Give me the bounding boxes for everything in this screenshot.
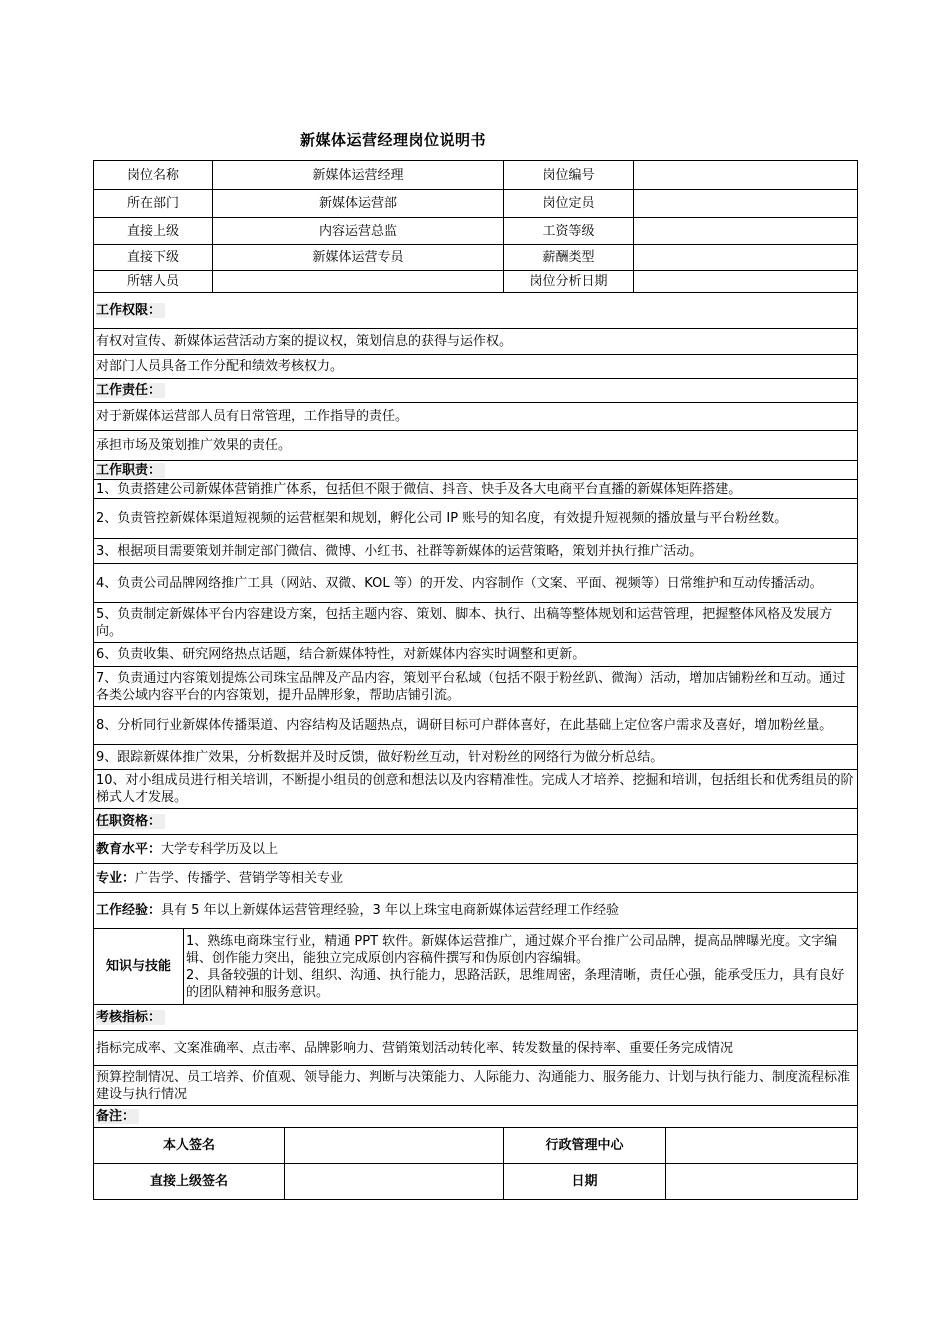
assessment-item: 预算控制情况、员工培养、价值观、领导能力、判断与决策能力、人际能力、沟通能力、服务能力、计划与执行能力、制度流程标准建设与执行情况 (94, 1066, 858, 1106)
duty-item: 3、根据项目需要策划并制定部门微信、微博、小红书、社群等新媒体的运营策略，策划并执行推广活动。 (94, 539, 858, 564)
section-heading-authority: 工作权限： (94, 293, 858, 329)
admin-center-field[interactable] (666, 1128, 858, 1164)
major-label: 专业： (96, 870, 136, 886)
experience-row (94, 893, 858, 929)
section-header-row (94, 293, 858, 329)
section-heading-responsibility: 工作责任： (94, 379, 858, 403)
value-cell (634, 245, 858, 271)
education-value: 大学专科学历及以上 (161, 841, 279, 857)
value-cell (634, 161, 858, 190)
major-row (94, 864, 858, 893)
section-heading-remarks: 备注： (94, 1106, 858, 1128)
job-description-table (93, 160, 858, 1200)
value-cell (213, 271, 504, 293)
date-field[interactable] (666, 1164, 858, 1200)
value-cell (634, 271, 858, 293)
section-header-row (94, 379, 858, 403)
education-label: 教育水平： (96, 841, 162, 857)
label-cell: 岗位分析日期 (504, 271, 634, 293)
superior-signature-field[interactable] (285, 1164, 504, 1200)
section-header-row (94, 1005, 858, 1031)
section-heading-qualification: 任职资格： (94, 809, 858, 835)
label-cell: 薪酬类型 (504, 245, 634, 271)
signature-row (94, 1128, 858, 1164)
responsibility-item: 对于新媒体运营部人员有日常管理，工作指导的责任。 (94, 403, 858, 431)
duty-item: 2、负责管控新媒体渠道短视频的运营框架和规划，孵化公司 IP 账号的知名度，有效提升短视频的播放量与平台粉丝数。 (94, 499, 858, 539)
responsibility-item: 承担市场及策划推广效果的责任。 (94, 431, 858, 461)
duty-item: 10、对小组成员进行相关培训，不断提小组员的创意和想法以及内容精准性。完成人才培养、挖掘和培训，包括组长和优秀组员的阶梯式人才发展。 (94, 770, 858, 809)
value-cell: 新媒体运营部 (213, 190, 504, 218)
self-signature-field[interactable] (285, 1128, 504, 1164)
skills-row (94, 929, 858, 1005)
skills-item: 2、具备较强的计划、组织、沟通、执行能力，思路活跃，思维周密，条理清晰，责任心强，能承受压力，具有良好的团队精神和服务意识。 (186, 967, 845, 1000)
basic-row (94, 190, 858, 218)
duty-item: 9、跟踪新媒体推广效果，分析数据并及时反馈，做好粉丝互动，针对粉丝的网络行为做分析总结。 (94, 745, 858, 770)
skills-label: 知识与技能 (94, 929, 184, 1005)
basic-row (94, 245, 858, 271)
label-cell: 所在部门 (94, 190, 213, 218)
experience-value: 具有 5 年以上新媒体运营管理经验，3 年以上珠宝电商新媒体运营经理工作经验 (161, 903, 619, 918)
signature-row (94, 1164, 858, 1200)
label-cell: 直接下级 (94, 245, 213, 271)
label-cell: 直接上级 (94, 218, 213, 245)
duty-item: 1、负责搭建公司新媒体营销推广体系，包括但不限于微信、抖音、快手及各大电商平台直播的新媒体矩阵搭建。 (94, 480, 858, 499)
superior-signature-label: 直接上级签名 (94, 1164, 285, 1200)
skills-item: 1、熟练电商珠宝行业，精通 PPT 软件。新媒体运营推广，通过媒介平台推广公司品牌，提高品牌曝光度。文字编辑、创作能力突出，能独立完成原创内容稿件撰写和伪原创内容编辑。 (186, 933, 838, 966)
skills-text (184, 929, 858, 1005)
label-cell: 所辖人员 (94, 271, 213, 293)
section-heading-duties: 工作职责： (94, 461, 858, 480)
label-cell: 岗位定员 (504, 190, 634, 218)
section-header-row (94, 461, 858, 480)
authority-item: 对部门人员具备工作分配和绩效考核权力。 (94, 355, 858, 379)
duty-item: 4、负责公司品牌网络推广工具（网站、双微、KOL 等）的开发、内容制作（文案、平面、视频等）日常维护和互动传播活动。 (94, 564, 858, 603)
basic-row (94, 271, 858, 293)
education-row (94, 835, 858, 864)
admin-center-label: 行政管理中心 (504, 1128, 666, 1164)
experience-label: 工作经验： (96, 903, 162, 918)
duty-item: 8、分析同行业新媒体传播渠道、内容结构及话题热点，调研目标可户群体喜好，在此基础上定位客户需求及喜好，增加粉丝量。 (94, 707, 858, 745)
major-value: 广告学、传播学、营销学等相关专业 (135, 870, 344, 886)
page-title: 新媒体运营经理岗位说明书 (299, 131, 486, 149)
section-header-row (94, 1106, 858, 1128)
label-cell: 岗位编号 (504, 161, 634, 190)
label-cell: 工资等级 (504, 218, 634, 245)
duty-item: 7、负责通过内容策划提炼公司珠宝品牌及产品内容，策划平台私域（包括不限于粉丝趴、微淘）活动，增加店铺粉丝和互动。通过各类公域内容平台的内容策划，提升品牌形象，帮助店铺引流。 (94, 667, 858, 707)
value-cell: 新媒体运营专员 (213, 245, 504, 271)
self-signature-label: 本人签名 (94, 1128, 285, 1164)
section-heading-assessment: 考核指标： (94, 1005, 858, 1031)
authority-item: 有权对宣传、新媒体运营活动方案的提议权，策划信息的获得与运作权。 (94, 329, 858, 355)
duty-item: 5、负责制定新媒体平台内容建设方案，包括主题内容、策划、脚本、执行、出稿等整体规划和运营管理，把握整体风格及发展方向。 (94, 603, 858, 643)
basic-row (94, 218, 858, 245)
value-cell: 内容运营总监 (213, 218, 504, 245)
basic-row (94, 161, 858, 190)
value-cell (634, 190, 858, 218)
assessment-item: 指标完成率、文案准确率、点击率、品牌影响力、营销策划活动转化率、转发数量的保持率、重要任务完成情况 (94, 1031, 858, 1066)
value-cell: 新媒体运营经理 (213, 161, 504, 190)
value-cell (634, 218, 858, 245)
duty-item: 6、负责收集、研究网络热点话题，结合新媒体特性，对新媒体内容实时调整和更新。 (94, 643, 858, 667)
label-cell: 岗位名称 (94, 161, 213, 190)
date-label: 日期 (504, 1164, 666, 1200)
section-header-row (94, 809, 858, 835)
